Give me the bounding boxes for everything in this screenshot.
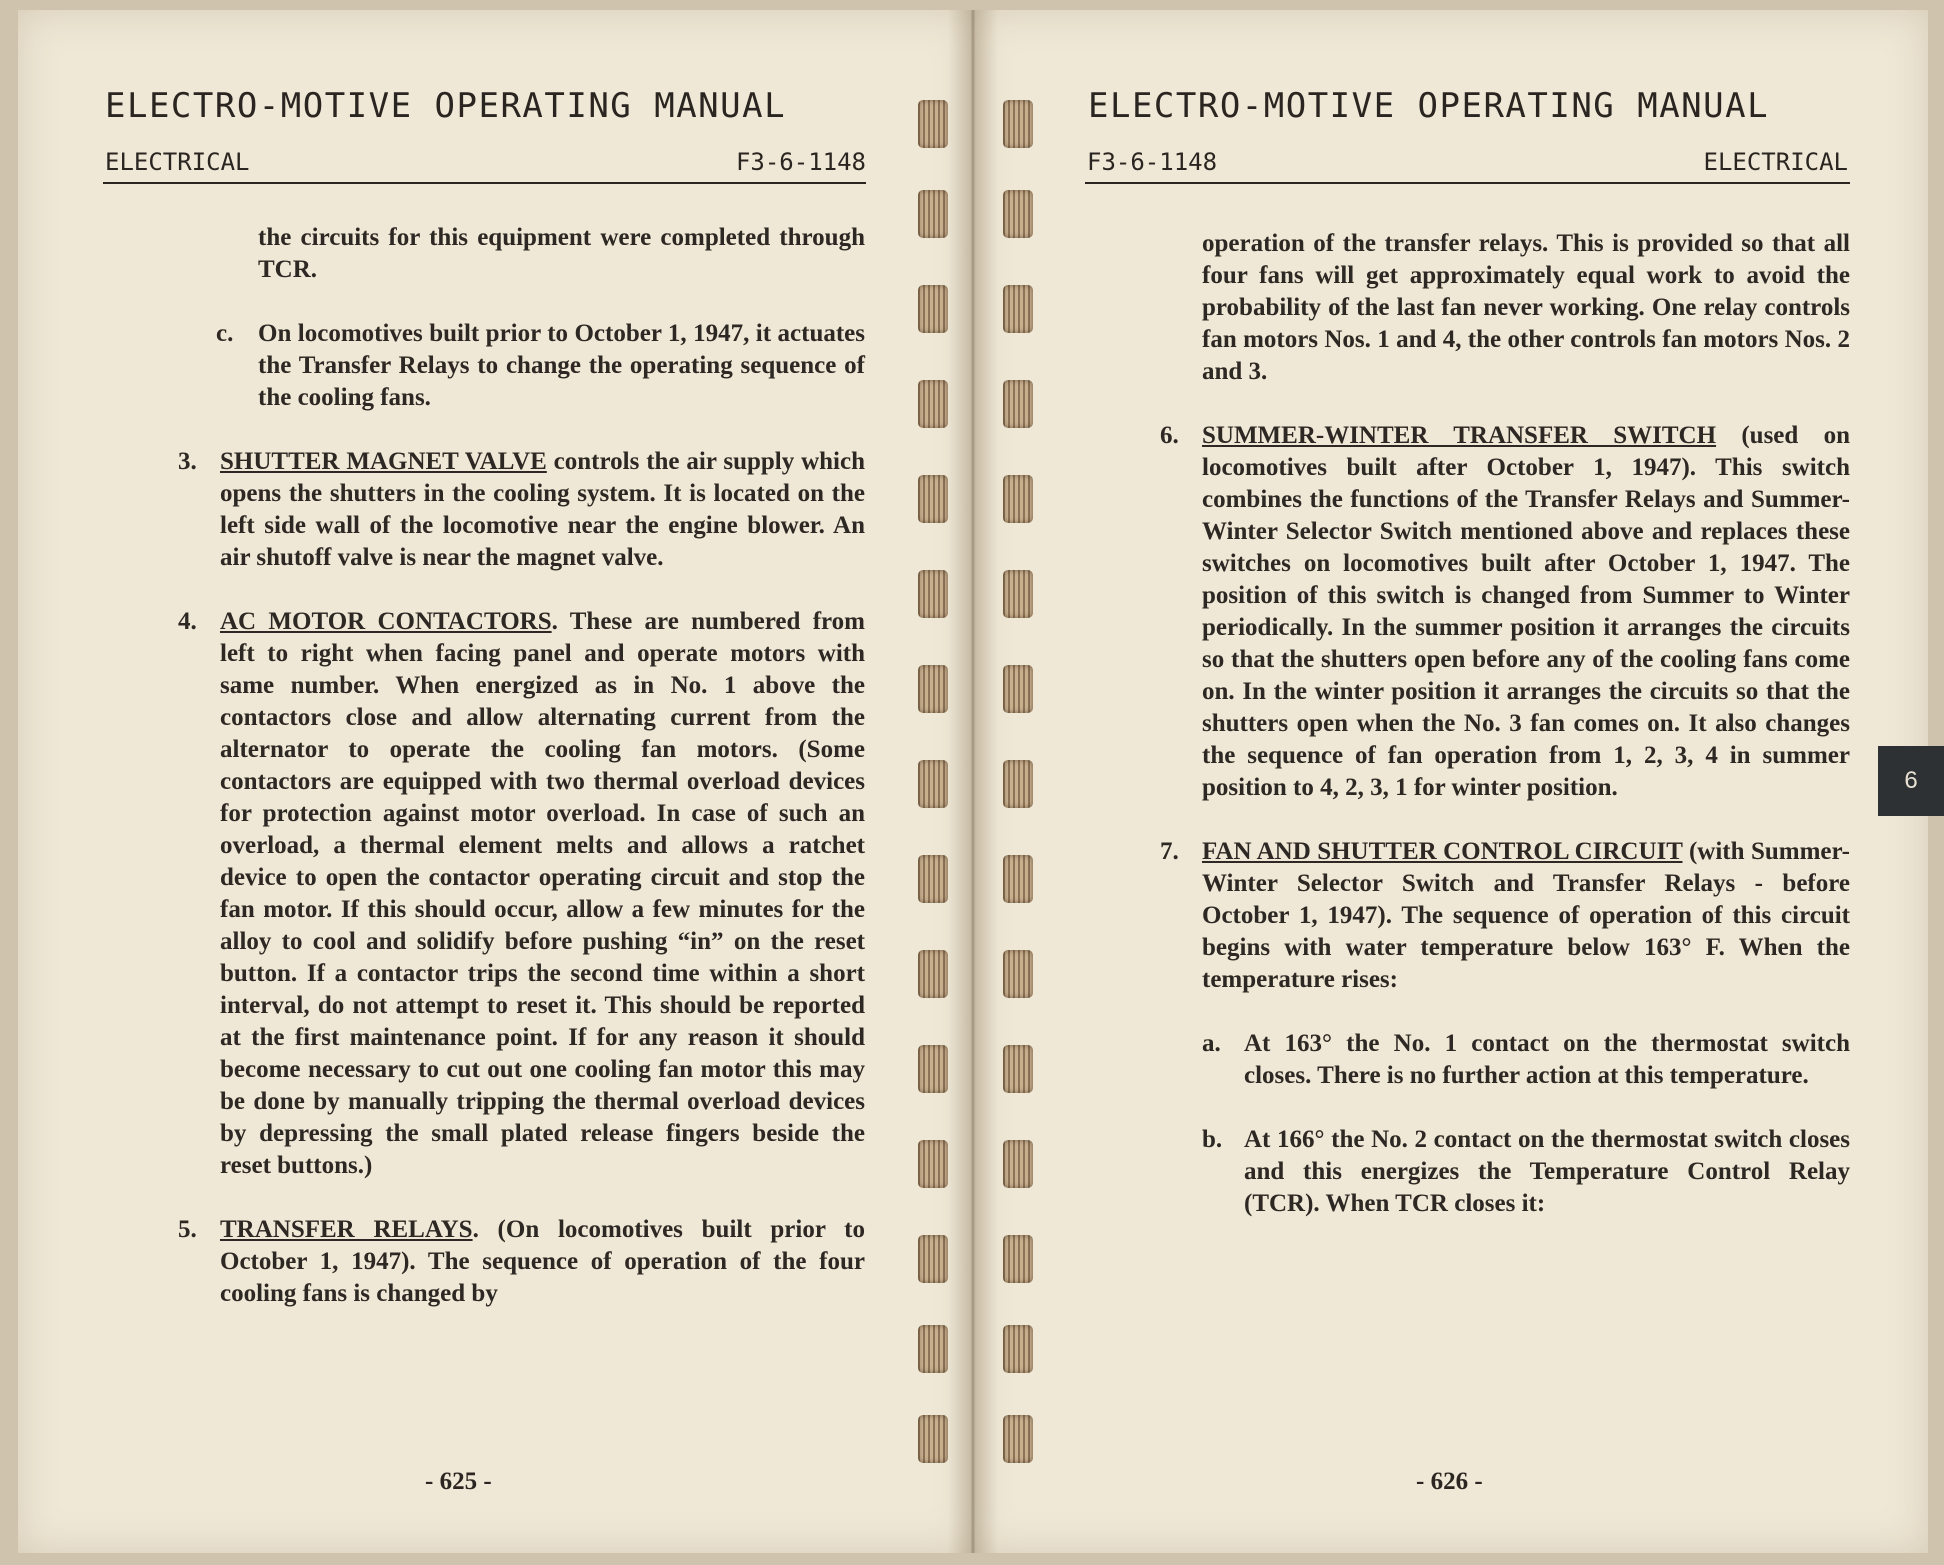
list-item-7 (1160, 836, 1850, 996)
binding-hole (1003, 1045, 1033, 1093)
binding-hole (918, 285, 948, 333)
list-item-4 (178, 606, 865, 1182)
item-text: controls the air supply which opens the shutters in the cooling system. It is located on the left side wall of the locomotive near the engine blower. An air shutoff valve is near the magnet valve. (220, 448, 865, 571)
item-number: b. (1202, 1126, 1223, 1153)
list-item-a (1202, 1028, 1850, 1092)
binding-hole (1003, 190, 1033, 238)
item-number: 6. (1160, 422, 1179, 449)
item-number: a. (1202, 1030, 1221, 1057)
item-number: 4. (178, 608, 197, 635)
binding-hole (918, 760, 948, 808)
binding-hole (918, 855, 948, 903)
item-text: At 163° the No. 1 contact on the thermostat switch closes. There is no further action at this temperature. (1244, 1030, 1850, 1089)
binding-hole (1003, 570, 1033, 618)
binding-hole (918, 1325, 948, 1373)
section-tab[interactable]: 6 (1878, 746, 1944, 816)
binding-hole (918, 380, 948, 428)
right-page-body (1160, 228, 1850, 1252)
item-number: c. (216, 320, 234, 347)
list-item-b (1202, 1124, 1850, 1220)
item-heading: SHUTTER MAGNET VALVE (220, 448, 547, 475)
subhead-right (1085, 148, 1850, 184)
binding-hole (1003, 760, 1033, 808)
item-text: (with Summer-Winter Selector Switch and Transfer Relays - before October 1, 1947). The sequence of operation of this circuit begins with water temperature below 163° F. When the temperature rises: (1202, 838, 1850, 993)
list-item-3 (178, 446, 865, 574)
binding-hole (1003, 380, 1033, 428)
item-heading: SUMMER-WINTER TRANSFER SWITCH (1202, 422, 1717, 449)
binding-hole (1003, 950, 1033, 998)
binding-hole (1003, 1325, 1033, 1373)
binding-hole (1003, 1140, 1033, 1188)
item-heading: AC MOTOR CONTACTORS (220, 608, 552, 635)
manual-number: F3-6-1148 (1087, 148, 1218, 176)
page-number-right: - 626 - (1416, 1468, 1483, 1495)
binding-hole (918, 950, 948, 998)
binding-hole (1003, 665, 1033, 713)
manual-number: F3-6-1148 (735, 148, 866, 176)
binding-hole (918, 100, 948, 148)
binding-hole (1003, 475, 1033, 523)
item-text: At 166° the No. 2 contact on the thermostat switch closes and this energizes the Temperature Control Relay (TCR). When TCR closes it: (1244, 1126, 1850, 1217)
binding-hole (918, 570, 948, 618)
item-number: 7. (1160, 838, 1179, 865)
binding-hole (1003, 285, 1033, 333)
binding-hole (918, 1140, 948, 1188)
binding-hole (918, 190, 948, 238)
running-head-left: ELECTRO-MOTIVE OPERATING MANUAL (105, 86, 787, 126)
binding-hole (1003, 855, 1033, 903)
item-heading: TRANSFER RELAYS (220, 1216, 473, 1243)
page-number-left: - 625 - (425, 1468, 492, 1495)
item-text: . (On locomotives built prior to October 1, 1947). The sequence of operation of the four cooling fans is changed by (220, 1216, 866, 1307)
binding-hole (918, 1415, 948, 1463)
item-text: (used on locomotives built after October 1, 1947). This switch combines the functions of the Transfer Relays and Summer-Winter Selector Switch mentioned above and replaces these switches on locomotives built after October 1, 1947. The position of this switch is changed from Summer to Winter periodically. In the summer position it arranges the circuits so that the shutters open before any of the cooling fans come on. In the winter position it arranges the circuits so that the shutters open when the No. 3 fan comes on. It also changes the sequence of fan operation from 1, 2, 3, 4 in summer position to 4, 2, 3, 1 for winter position. (1202, 422, 1850, 801)
binding-hole (1003, 100, 1033, 148)
binding-gutter (948, 10, 998, 1553)
continuation-text: the circuits for this equipment were completed through TCR. (258, 224, 865, 283)
binding-hole (1003, 1235, 1033, 1283)
running-head-right: ELECTRO-MOTIVE OPERATING MANUAL (1088, 86, 1770, 126)
item-text: On locomotives built prior to October 1, 1947, it actuates the Transfer Relays to change the operating sequence of the cooling fans. (258, 320, 865, 411)
item-number: 3. (178, 448, 197, 475)
left-page-body (178, 222, 865, 1342)
binding-hole (918, 475, 948, 523)
binding-hole (1003, 1415, 1033, 1463)
list-item-6 (1160, 420, 1850, 804)
binding-hole (918, 1235, 948, 1283)
binding-hole (918, 1045, 948, 1093)
subhead-left (103, 148, 866, 184)
item-text: . These are numbered from left to right when facing panel and operate motors with same number. When energized as in No. 1 above the contactors close and allow alternating current from the alternator to operate the cooling fan motors. (Some contactors are equipped with two thermal overload devices for protection against motor overload. In case of such an overload, a thermal element melts and allows a ratchet device to open the contactor operating circuit and stop the fan motor. If this should occur, allow a few minutes for the alloy to cool and solidify before pushing “in” on the reset button. If a contactor trips the second time within a short interval, do not attempt to reset it. This should be reported at the first maintenance point. If for any reason it should become necessary to cut out one cooling fan motor this may be done by manually tripping the thermal overload devices by depressing the small plated release fingers beside the reset buttons.) (220, 608, 865, 1179)
list-item-5 (178, 1214, 865, 1310)
continuation-text: operation of the transfer relays. This is provided so that all four fans will get approximately equal work to avoid the probability of the last fan never working. One relay controls fan motors Nos. 1 and 4, the other controls fan motors Nos. 2 and 3. (1202, 230, 1850, 385)
item-number: 5. (178, 1216, 197, 1243)
section-label: ELECTRICAL (1703, 148, 1848, 176)
item-heading: FAN AND SHUTTER CONTROL CIRCUIT (1202, 838, 1683, 865)
section-label: ELECTRICAL (105, 148, 250, 176)
binding-hole (918, 665, 948, 713)
list-item-c (216, 318, 865, 414)
